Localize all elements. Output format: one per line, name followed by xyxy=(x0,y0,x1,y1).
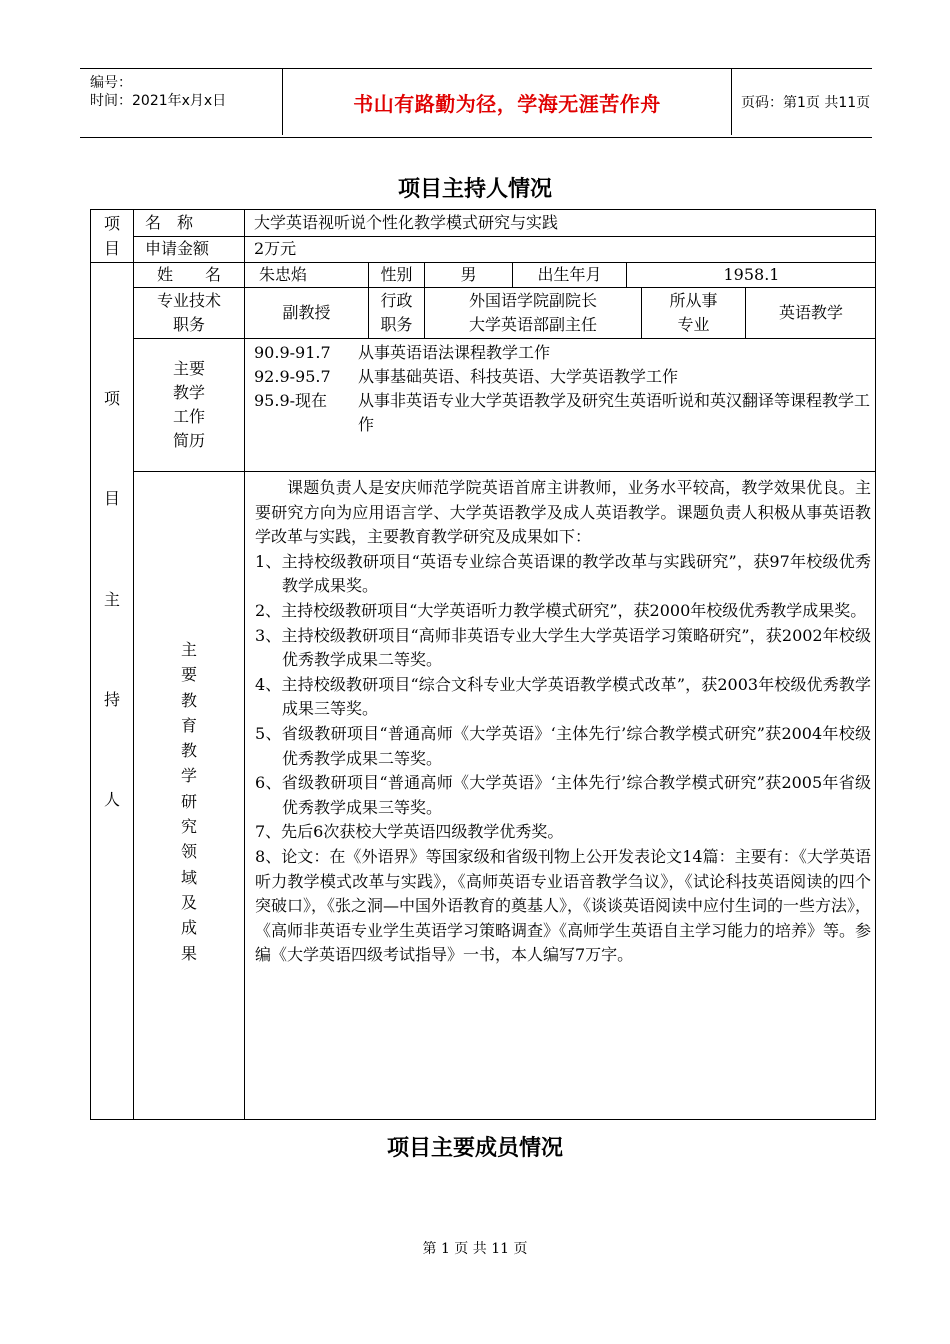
admin-label xyxy=(369,288,424,338)
resume-period: 95.9-现在 xyxy=(254,391,328,410)
research-item: 6、省级教研项目“普通高师《大学英语》‘主体先行’综合教学模式研究”获2005年省级优秀教学成果三等奖。 xyxy=(255,773,871,817)
research-item: 2、主持校级教研项目“大学英语听力教学模式研究”，获2000年校级优秀教学成果奖。 xyxy=(255,600,867,620)
title-value: 副教授 xyxy=(282,303,331,322)
side-char: 目 xyxy=(103,239,120,258)
label-char: 要 xyxy=(180,665,197,685)
label-char: 学 xyxy=(180,766,197,786)
resume-entry xyxy=(254,341,874,365)
birth-label: 出生年月 xyxy=(537,265,602,284)
label-char: 主 xyxy=(180,640,197,659)
label-char: 究 xyxy=(180,817,197,837)
label-char: 领 xyxy=(180,842,197,862)
side-char: 项 xyxy=(103,214,120,233)
research-item: 3、主持校级教研项目“高师非英语专业大学生大学英语学习策略研究”，获2002年校级优秀教学成果二等奖。 xyxy=(255,625,871,670)
label-line: 职务 xyxy=(380,315,413,334)
admin-line: 大学英语部副主任 xyxy=(468,315,597,334)
resume-desc: 从事英语语法课程教学工作 xyxy=(358,343,551,362)
research-item: 7、先后6次获校大学英语四级教学优秀奖。 xyxy=(255,822,564,842)
section-title-host: 项目主持人情况 xyxy=(397,177,552,202)
side-char: 主 xyxy=(103,590,120,609)
resume-desc: 从事非英语专业大学英语教学及研究生英语听说和英汉翻译等课程教学工作 xyxy=(358,391,871,434)
side-char: 持 xyxy=(103,690,120,709)
research-intro: 课题负责人是安庆师范学院英语首席主讲教师，业务水平较高，教学效果优良。主要研究方向为应用语言学、大学英语教学及成人英语教学。课题负责人积极从事英语教学改革与实践，主要教育教学研究及成果如下： xyxy=(255,478,871,547)
header-page-info: 页码：第1页 共11页 xyxy=(741,95,871,111)
label-char: 及 xyxy=(180,892,197,912)
resume-list xyxy=(254,341,874,469)
specialty-value: 英语教学 xyxy=(778,303,843,322)
label-char: 成 xyxy=(180,918,197,938)
research-item: 1、主持校级教研项目“英语专业综合英语课的教学改革与实践研究”，获97年校级优秀教学成果奖。 xyxy=(255,551,871,596)
side-char: 人 xyxy=(103,790,120,809)
label-line: 主要 xyxy=(172,359,205,378)
resume-period: 92.9-95.7 xyxy=(254,367,331,386)
specialty-label xyxy=(642,288,745,338)
label-line: 教学 xyxy=(172,383,205,402)
header-meta xyxy=(80,69,282,137)
side-char: 目 xyxy=(103,489,120,508)
label-char: 教 xyxy=(180,690,197,710)
host-info-table xyxy=(90,209,876,1120)
admin-line: 外国语学院副院长 xyxy=(468,291,597,310)
header-motto: 书山有路勤为径，学海无涯苦作舟 xyxy=(282,69,732,135)
research-item: 5、省级教研项目“普通高师《大学英语》‘主体先行’综合教学模式研究”获2004年校级优秀教学成果二等奖。 xyxy=(255,723,871,768)
admin-value xyxy=(425,288,641,338)
label-line: 职务 xyxy=(172,315,205,334)
amount-value: 2万元 xyxy=(254,239,297,258)
research-item: 4、主持校级教研项目“综合文科专业大学英语教学模式改革”，获2003年校级优秀教学成果三等奖。 xyxy=(255,674,871,719)
label-char: 果 xyxy=(180,943,197,963)
resume-period: 90.9-91.7 xyxy=(254,343,331,362)
resume-label xyxy=(134,339,244,471)
person-name-label: 姓 名 xyxy=(156,265,221,284)
research-item-papers: 8、论文：在《外语界》等国家级和省级刊物上公开发表论文14篇：主要有：《大学英语听力教学模式改革与实践》，《高师英语专业语音教学刍议》，《试论科技英语阅读的四个突破口》，《张之洞—中国外语教育的奠基人》，《谈谈英语阅读中应付生词的一些方法》，《高师非英语专业学生英语学习策略调查》《高师学生英语自主学习能力的培养》等。参编《大学英语四级考试指导》一书，本人编写7万字。 xyxy=(255,846,872,965)
name-label: 名 称 xyxy=(145,213,194,232)
research-content xyxy=(255,476,871,968)
date-label: 时间：2021年x月x日 xyxy=(90,93,227,109)
label-line: 简历 xyxy=(172,431,205,450)
title-label xyxy=(134,288,244,338)
resume-entry xyxy=(254,365,874,389)
project-name: 大学英语视听说个性化教学模式研究与实践 xyxy=(254,213,559,232)
label-line: 行政 xyxy=(380,291,413,310)
page-footer: 第 1 页 共 11 页 xyxy=(422,1241,528,1257)
host-side-label xyxy=(91,262,133,1120)
label-line: 专业技术 xyxy=(156,291,221,310)
resume-desc: 从事基础英语、科技英语、大学英语教学工作 xyxy=(358,367,679,386)
label-char: 教 xyxy=(180,741,197,761)
project-side-label xyxy=(91,210,133,262)
resume-entry xyxy=(254,389,874,437)
person-name: 朱忠焰 xyxy=(259,265,308,284)
label-line: 所从事 xyxy=(669,291,718,310)
gender-label: 性别 xyxy=(380,265,413,284)
label-line: 专业 xyxy=(677,315,710,334)
section-title-members: 项目主要成员情况 xyxy=(386,1136,563,1161)
amount-label: 申请金额 xyxy=(145,239,210,258)
label-char: 域 xyxy=(180,867,197,887)
label-char: 育 xyxy=(180,715,197,735)
number-label: 编号： xyxy=(90,75,132,91)
label-line: 工作 xyxy=(172,407,205,426)
label-char: 研 xyxy=(180,791,197,811)
birth-value: 1958.1 xyxy=(723,265,780,284)
side-char: 项 xyxy=(103,389,120,408)
research-label xyxy=(134,472,244,1120)
page-header xyxy=(80,68,872,138)
gender-value: 男 xyxy=(460,265,477,284)
